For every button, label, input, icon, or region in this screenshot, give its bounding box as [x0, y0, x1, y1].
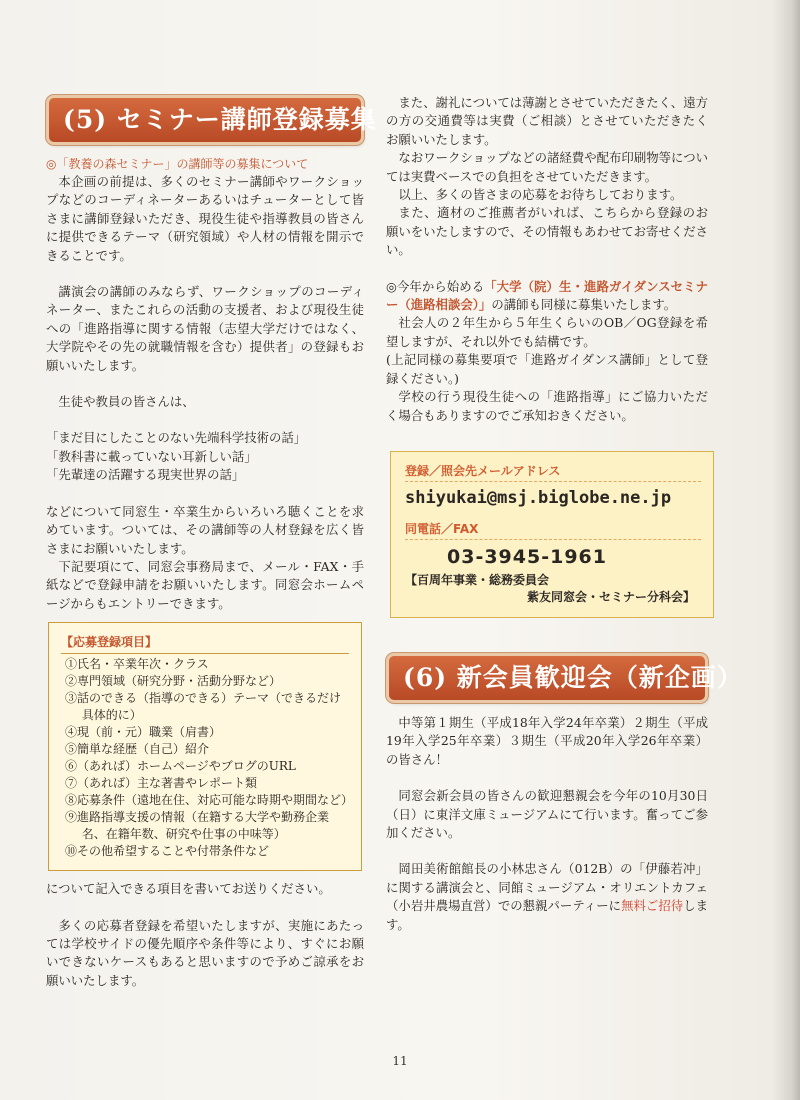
right-paragraph: なおワークショップなどの諸経費や配布印刷物等については実費ベースでの負担をさせていただきます。: [386, 150, 708, 184]
application-item: ⑥（あれば）ホームページやブログのURL: [65, 759, 296, 774]
section5-paragraph: などについて同窓生・卒業生からいろいろ聴くことを求めています。ついては、その講師等の人材登録を広く皆さまにお願いいたします。: [46, 503, 364, 556]
guidance-paragraph: 学校の行う現役生徒への「進路指導」にご協力いただく場合もありますのでご承知おきください。: [386, 389, 708, 423]
right-column: [386, 94, 743, 934]
guidance-paragraph: 社会人の２年生から５年生くらいのOB／OG登録を希望しますが、それ以外でも結構です。: [386, 315, 708, 349]
contact-tel: 03-3945-1961: [447, 545, 607, 568]
application-item: ⑤簡単な経歴（自己）紹介: [65, 742, 210, 757]
page-number: 11: [392, 1054, 408, 1068]
guidance-suffix: の講師も同様に募集いたします。: [491, 297, 677, 313]
application-item: ④現（前・元）職業（肩書）: [65, 725, 222, 740]
application-items-box: [48, 622, 362, 871]
application-item: ③話のできる（指導のできる）テーマ（できるだけ具体的に）: [65, 691, 342, 723]
right-paragraph: 以上、多くの皆さまの応募をお待ちしております。: [398, 187, 683, 203]
left-column: [46, 94, 377, 990]
application-item: ⑨進路指導支援の情報（在籍する大学や勤務企業名、在籍年数、研究や仕事の中味等）: [65, 810, 330, 842]
application-item: ⑧応募条件（遠地在住、対応可能な時期や期間など）: [65, 793, 354, 808]
contact-box: [390, 451, 714, 618]
application-item: ②専門領域（研究分野・活動分野など）: [65, 674, 282, 689]
quote-line: 「教科書に載っていない耳新しい話」: [46, 448, 257, 464]
section5-paragraph: 生徒や教員の皆さんは、: [58, 394, 195, 410]
section6-banner: (6) 新会員歓迎会（新企画）: [389, 656, 705, 700]
right-paragraph: また、謝礼については薄謝とさせていただきたく、遠方の方の交通費等は実費（ご相談）とさせていただきたくお願いいたします。: [386, 95, 708, 147]
contact-org-line1: 【百周年事業・総務委員会: [405, 572, 550, 587]
section6-paragraph: 中等第１期生（平成18年入学24年卒業）２期生（平成19年入学25年卒業）３期生（平成20年入学26年卒業）の皆さん！: [386, 714, 708, 767]
free-invitation-highlight: 無料ご招待: [621, 898, 684, 914]
page-edge-shadow: [772, 0, 800, 1100]
after-box-text: について記入できる項目を書いてお送りください。: [46, 881, 331, 897]
invitation-prefix: 岡田美術館館長の小林忠さん（012B）の「伊藤若冲」に関する講演会と、同館ミュージアム・オリエントカフェ（小岩井農場直営）での懇親パーティーに: [386, 861, 708, 914]
section6-invitation: [386, 860, 708, 934]
guidance-paragraph: (上記同様の募集要項で「進路ガイダンス講師」として登録ください。): [386, 352, 708, 386]
guidance-intro: [386, 278, 708, 315]
guidance-highlight: 「大学（院）生・進路ガイダンスセミナー（進路相談会）」: [386, 278, 708, 313]
application-items-title: 【応募登録項目】: [61, 633, 349, 654]
guidance-prefix: ◎今年から始める: [386, 278, 485, 294]
application-item: ①氏名・卒業年次・クラス: [65, 657, 209, 672]
application-item: ⑩その他希望することや付帯条件など: [65, 844, 270, 859]
closing-paragraph: 多くの応募者登録を希望いたしますが、実施にあたっては学校サイドの優先順序や条件等により、すぐにお願いできないケースもあると思いますので予めご諒承をお願いいたします。: [46, 917, 364, 988]
section5-paragraph: 下記要項にて、同窓会事務局まで、メール・FAX・手紙などで登録申請をお願いいたします。同窓会ホームページからもエントリーできます。: [46, 558, 364, 611]
section5-paragraph: 本企画の前提は、多くのセミナー講師やワークショップなどのコーディネーターあるいはチューターとして皆さまに講師登録いただき、現役生徒や指導教員の皆さんに提供できるテーマ（研究領域）や人材の情報を開示できることです。: [46, 174, 364, 263]
section5-banner: (5) セミナー講師登録募集: [49, 98, 361, 142]
section5-paragraph: 講演会の講師のみならず、ワークショップのコーディネーター、またこれらの活動の支援者、および現役生徒への「進路指導に関する情報（志望大学だけではなく、大学院やその先の就職情報を含む）提供者」の登録もお願いいたします。: [46, 284, 364, 373]
contact-email[interactable]: shiyukai@msj.biglobe.ne.jp: [405, 487, 672, 508]
contact-org-line2: 紫友同窓会・セミナー分科会】: [526, 589, 695, 604]
quote-line: 「まだ目にしたことのない先端科学技術の話」: [46, 430, 307, 446]
tel-label: 同電話／FAX: [405, 520, 701, 540]
email-label: 登録／照会先メールアドレス: [405, 462, 701, 482]
section5-subheading: ◎「教養の森セミナー」の講師等の募集について: [46, 157, 309, 171]
section6-paragraph: 同窓会新会員の皆さんの歓迎懇親会を今年の10月30日（日）に東洋文庫ミュージアムにて行います。奮ってご参加ください。: [386, 788, 708, 840]
invitation-suffix: します。: [386, 898, 709, 932]
right-paragraph: また、適材のご推薦者がいれば、こちらから登録のお願いをいたしますので、その情報もあわせてお寄せください。: [386, 205, 708, 258]
application-item: ⑦（あれば）主な著書やレポート類: [65, 776, 258, 791]
quote-line: 「先輩達の活躍する現実世界の話」: [46, 467, 245, 483]
